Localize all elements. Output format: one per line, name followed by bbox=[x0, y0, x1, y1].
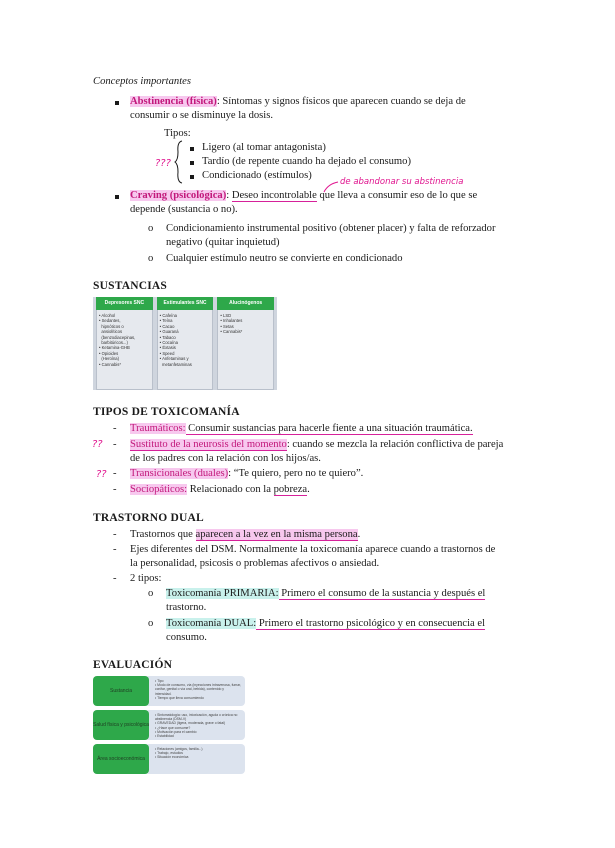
column-header: Depresores SNC bbox=[96, 297, 153, 310]
circle-bullet: o bbox=[148, 223, 154, 234]
table-column bbox=[96, 297, 153, 390]
list-item: • Cafeína bbox=[159, 313, 177, 318]
craving-sub-item: Condicionamiento instrumental positivo (obtener placer) y falta de reforzador bbox=[166, 223, 496, 234]
bullet bbox=[115, 195, 119, 199]
question-mark-annotation: ?? bbox=[92, 439, 103, 450]
bullet bbox=[190, 147, 194, 151]
section-heading-conceptos: Conceptos importantes bbox=[93, 76, 191, 87]
toxicomania-item-cont: de los padres con la relación con los hijos/as. bbox=[130, 453, 321, 464]
evaluacion-row bbox=[93, 710, 245, 740]
trastorno-item: 2 tipos: bbox=[130, 573, 162, 584]
list-item: • Inhalantes bbox=[220, 318, 243, 324]
dual-item: Toxicomanía DUAL: Primero el trastorno psicológico y en consecuencia el bbox=[166, 618, 486, 629]
trastorno-item: Trastornos que aparecen a la vez en la misma persona. bbox=[130, 529, 361, 540]
column-header: Estimulantes SNC bbox=[157, 297, 214, 310]
trastorno-item-cont: la personalidad, psicosis o problemas afectivos o ansiedad. bbox=[130, 558, 380, 569]
list-item: • Teína bbox=[159, 318, 173, 324]
column-body bbox=[157, 310, 214, 390]
list-item: • Cacao bbox=[159, 323, 175, 329]
table-column bbox=[217, 297, 274, 390]
question-mark-annotation: ??? bbox=[155, 158, 171, 169]
column-body bbox=[96, 310, 153, 390]
dash-bullet: - bbox=[113, 544, 117, 555]
evaluacion-row bbox=[93, 744, 245, 774]
toxicomania-item: Transicionales (duales): “Te quiero, pero no te quiero”. bbox=[130, 468, 364, 479]
table-column bbox=[157, 297, 214, 390]
evaluacion-table bbox=[93, 676, 245, 778]
dual-item-cont: consumo. bbox=[166, 632, 207, 643]
column-body bbox=[217, 310, 274, 390]
handwritten-note: de abandonar su abstinencia bbox=[340, 177, 464, 187]
tipo-item: Condicionado (estímulos) bbox=[202, 170, 312, 181]
circle-bullet: o bbox=[148, 588, 154, 599]
tipo-item: Tardío (de repente cuando ha dejado el consumo) bbox=[202, 156, 411, 167]
sustancias-table bbox=[93, 297, 277, 390]
list-item: • Cannabis* bbox=[220, 329, 243, 335]
tipos-label: Tipos: bbox=[164, 128, 191, 139]
evaluacion-row bbox=[93, 676, 245, 706]
abstinencia-line: Abstinencia (física): Síntomas y signos físicos que aparecen cuando se deja de bbox=[130, 96, 466, 107]
column-header: Alucinógenos bbox=[217, 297, 274, 310]
bullet bbox=[190, 161, 194, 165]
toxicomania-item: Traumáticos: Consumir sustancias para hacerle fiente a una situación traumática. bbox=[130, 423, 473, 434]
list-item: • Guaraná bbox=[159, 329, 179, 335]
section-title-trastorno: TRASTORNO DUAL bbox=[93, 512, 204, 524]
list-item: ansiolíticos bbox=[101, 329, 123, 335]
list-item: barbitúricos...) bbox=[101, 340, 128, 346]
list-item: • Ketamina-GHB bbox=[99, 345, 130, 351]
abstinencia-line-2: consumir o se disminuye la dosis. bbox=[130, 110, 274, 121]
craving-term: Craving (psicológica) bbox=[130, 190, 227, 201]
evaluacion-key: Sustancia bbox=[93, 676, 149, 706]
list-item: • Setas bbox=[220, 323, 234, 329]
list-item: (benzodiacepinas, bbox=[101, 334, 136, 340]
circle-bullet: o bbox=[148, 618, 154, 629]
evaluacion-desc: • Sintomatología: uso, intoxicación, aguda o crónica no abstinencia (DSM-V) • GRAVEDAD (ligera, moderada, grave o fatal) • ¿Hace que consume? • Motivación para el cambio • Estabilidad bbox=[145, 710, 245, 740]
evaluacion-desc: • Tipo • Modo de consumo, vía (inyecciones intravenosa, fumar, ccnifar, genital o vía oral, bebida), contenido y intensidad. • Tiempo que lleva consumiendo bbox=[145, 676, 245, 706]
list-item: • Opioides bbox=[99, 350, 119, 356]
evaluacion-key: Área socioeconómica bbox=[93, 744, 149, 774]
craving-line-2: depende (sustancia o no). bbox=[130, 204, 238, 215]
list-item: • Alcohol bbox=[99, 313, 116, 318]
dash-bullet: - bbox=[113, 468, 117, 479]
list-item: • Cannabis* bbox=[99, 361, 121, 367]
dash-bullet: - bbox=[113, 439, 117, 450]
list-item: • Tabaco bbox=[159, 334, 176, 340]
section-title-tipos: TIPOS DE TOXICOMANÍA bbox=[93, 406, 240, 418]
bullet bbox=[190, 175, 194, 179]
list-item: (Heroína) bbox=[101, 356, 120, 362]
list-item: • Anfetaminas y bbox=[159, 356, 189, 362]
circle-bullet: o bbox=[148, 253, 154, 264]
craving-sub-item: Cualquier estímulo neutro se convierte en condicionado bbox=[166, 253, 403, 264]
section-title-sustancias: SUSTANCIAS bbox=[93, 280, 168, 292]
list-item: • Éxtasis bbox=[159, 345, 176, 351]
bullet bbox=[115, 101, 119, 105]
craving-line: Craving (psicológica): Deseo incontrolable que lleva a consumir eso de lo que se bbox=[130, 190, 478, 201]
dash-bullet: - bbox=[113, 529, 117, 540]
list-item: • Speed bbox=[159, 350, 175, 356]
trastorno-item: Ejes diferentes del DSM. Normalmente la toxicomanía aparece cuando a trastornos de bbox=[130, 544, 496, 555]
list-item: • LSD bbox=[220, 313, 232, 318]
primaria-item-cont: trastorno. bbox=[166, 602, 207, 613]
dash-bullet: - bbox=[113, 484, 117, 495]
toxicomania-item: Sustituto de la neurosis del momento: cuando se mezcla la relación conflictiva de pareja bbox=[130, 439, 504, 450]
list-item: metanfetaminas bbox=[162, 361, 192, 367]
evaluacion-desc: • Relaciones (amigos, familia...) • Trabajo, estudios • Situación económica bbox=[145, 744, 245, 774]
primaria-item: Toxicomanía PRIMARIA: Primero el consumo de la sustancia y después el bbox=[166, 588, 486, 599]
list-item: • Cocaína bbox=[159, 340, 178, 346]
brace-annotation bbox=[174, 140, 184, 184]
list-item: • Sedantes, bbox=[99, 318, 121, 324]
section-title-evaluacion: EVALUACIÓN bbox=[93, 659, 173, 671]
question-mark-annotation: ?? bbox=[96, 469, 107, 480]
dash-bullet: - bbox=[113, 573, 117, 584]
craving-sub-item-cont: negativo (quitar inquietud) bbox=[166, 237, 280, 248]
list-item: hipnóticos o bbox=[101, 323, 124, 329]
toxicomania-item: Sociopáticos: Relacionado con la pobreza. bbox=[130, 484, 310, 495]
dash-bullet: - bbox=[113, 423, 117, 434]
tipo-item: Ligero (al tomar antagonista) bbox=[202, 142, 326, 153]
abstinencia-term: Abstinencia (física) bbox=[130, 96, 217, 107]
evaluacion-key: Salud física y psicológica bbox=[93, 710, 149, 740]
